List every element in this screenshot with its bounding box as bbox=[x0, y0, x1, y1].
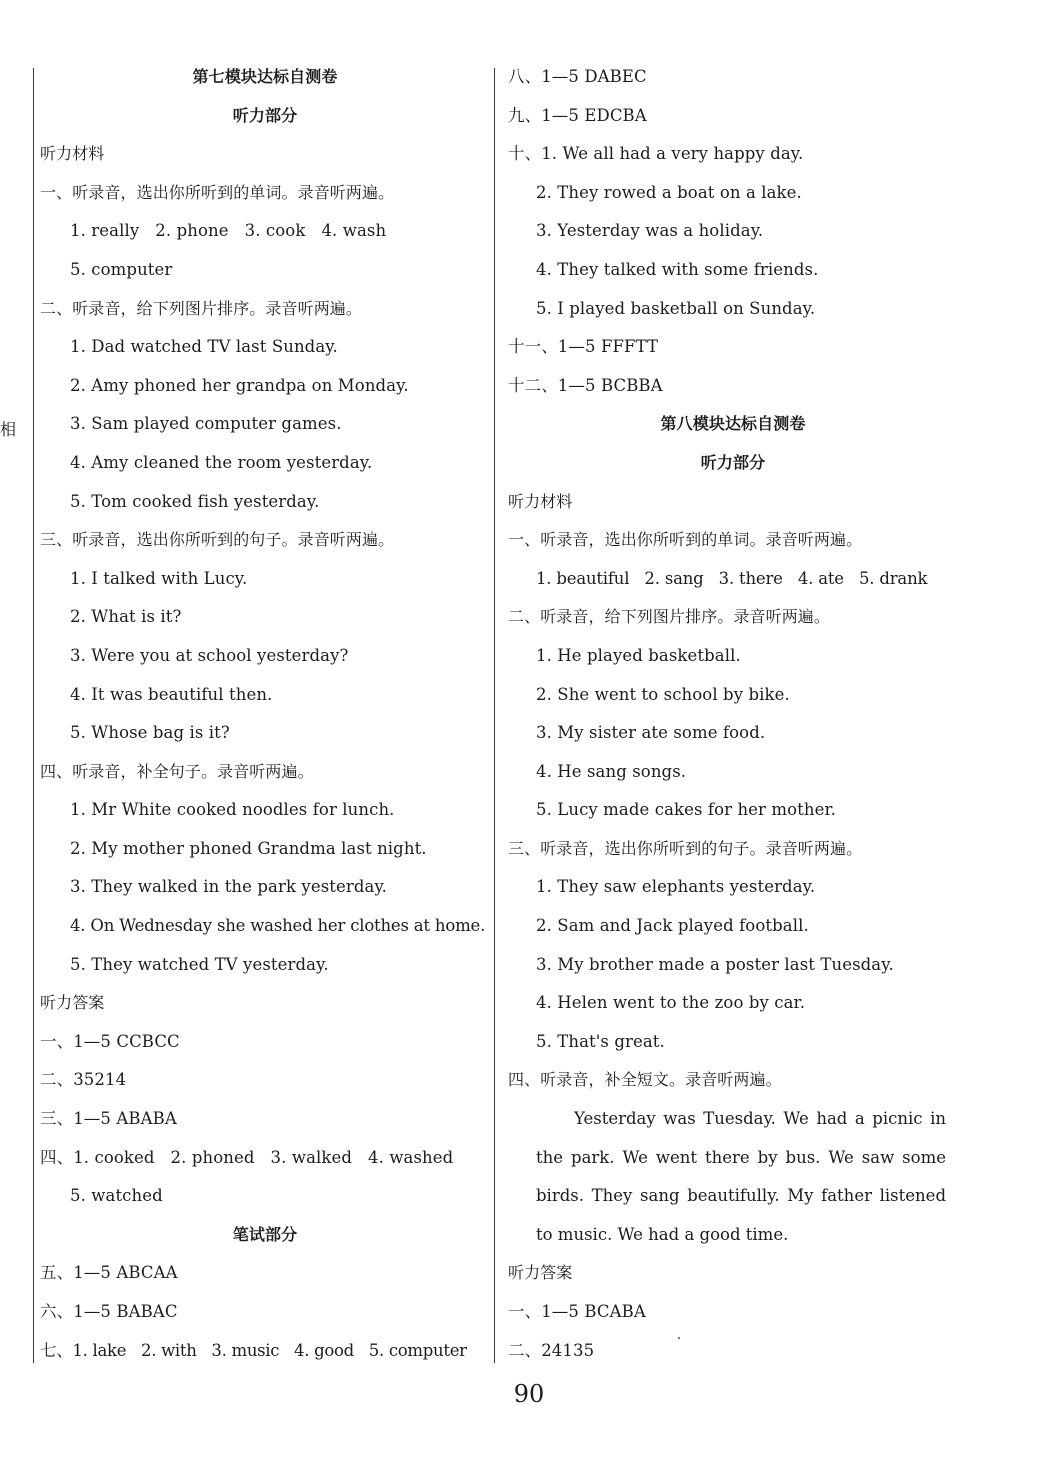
answer-line: 五、1—5 ABCAA bbox=[40, 1263, 178, 1283]
question-1-words: 1. really 2. phone 3. cook 4. wash bbox=[70, 221, 387, 241]
question-4-heading: 四、听录音，补全句子。录音听两遍。 bbox=[40, 761, 314, 781]
answer-line: 一、1—5 CCBCC bbox=[40, 1031, 180, 1051]
question-1-words: 1. beautiful 2. sang 3. there 4. ate 5. drank bbox=[536, 568, 928, 588]
module-8-title: 第八模块达标自测卷 bbox=[660, 414, 806, 434]
question-1-heading: 一、听录音，选出你所听到的单词。录音听两遍。 bbox=[40, 182, 395, 202]
answer-line: 一、1—5 BCABA bbox=[508, 1302, 646, 1321]
list-item: 4. Helen went to the zoo by car. bbox=[536, 993, 806, 1013]
question-1-words-cont: 5. computer bbox=[70, 259, 173, 279]
question-2-heading: 二、听录音，给下列图片排序。录音听两遍。 bbox=[40, 298, 363, 318]
list-item: 5. Lucy made cakes for her mother. bbox=[536, 800, 837, 820]
list-item: 3. My brother made a poster last Tuesday. bbox=[536, 954, 894, 974]
passage-text: Yesterday was Tuesday. We had a picnic in the park. We went there by bus. We saw some birds. They sang beautifully. My father listened to music. We had a good time. bbox=[536, 1109, 946, 1244]
answer-line: 八、1—5 DABEC bbox=[508, 67, 647, 86]
list-item: 2. What is it? bbox=[70, 607, 182, 627]
answer-line: 六、1—5 BABAC bbox=[40, 1302, 178, 1321]
list-item: 3. Sam played computer games. bbox=[70, 414, 342, 434]
list-item: 4. Amy cleaned the room yesterday. bbox=[70, 452, 373, 472]
list-item: 1. Mr White cooked noodles for lunch. bbox=[70, 800, 395, 820]
list-item: 3. My sister ate some food. bbox=[536, 723, 766, 743]
list-item: 3. They walked in the park yesterday. bbox=[70, 877, 388, 897]
answer-line: 十一、1—5 FFFTT bbox=[508, 337, 659, 357]
list-item: 4. It was beautiful then. bbox=[70, 684, 273, 704]
listening-answers-label: 听力答案 bbox=[508, 1263, 573, 1283]
page-number: 90 bbox=[513, 1380, 545, 1408]
answer-line-cont: 5. watched bbox=[70, 1186, 163, 1206]
listening-section-heading: 听力部分 bbox=[700, 452, 766, 472]
passage-block bbox=[508, 1100, 958, 1254]
list-item: 1. I talked with Lucy. bbox=[70, 568, 248, 588]
left-margin-rule bbox=[33, 68, 34, 1363]
listening-material-label: 听力材料 bbox=[40, 144, 105, 164]
list-item: 5. That's great. bbox=[536, 1031, 665, 1051]
list-item: 3. Yesterday was a holiday. bbox=[536, 221, 764, 241]
list-item: 4. They talked with some friends. bbox=[536, 259, 819, 279]
margin-character: 相 bbox=[0, 420, 17, 439]
answer-line: 二、24135 bbox=[508, 1340, 595, 1360]
list-item: 4. He sang songs. bbox=[536, 761, 687, 781]
answer-line: 十二、1—5 BCBBA bbox=[508, 375, 663, 395]
answer-line: 二、35214 bbox=[40, 1070, 127, 1090]
list-item: 5. They watched TV yesterday. bbox=[70, 954, 329, 974]
answer-line: 四、1. cooked 2. phoned 3. walked 4. washed bbox=[40, 1147, 454, 1167]
list-item: 2. My mother phoned Grandma last night. bbox=[70, 838, 427, 858]
list-item: 1. They saw elephants yesterday. bbox=[536, 877, 816, 897]
question-1-heading: 一、听录音，选出你所听到的单词。录音听两遍。 bbox=[508, 530, 863, 550]
left-column bbox=[40, 58, 490, 1370]
list-item: 5. Whose bag is it? bbox=[70, 723, 230, 743]
answer-line: 九、1—5 EDCBA bbox=[508, 105, 647, 125]
list-item: 5. Tom cooked fish yesterday. bbox=[70, 491, 320, 511]
list-item: 3. Were you at school yesterday? bbox=[70, 645, 349, 665]
list-item: 2. They rowed a boat on a lake. bbox=[536, 182, 802, 202]
answer-line: 七、1. lake 2. with 3. music 4. good 5. computer bbox=[40, 1340, 467, 1360]
listening-material-label: 听力材料 bbox=[508, 491, 573, 511]
listening-section-heading: 听力部分 bbox=[232, 105, 298, 125]
question-4-heading: 四、听录音，补全短文。录音听两遍。 bbox=[508, 1070, 782, 1090]
list-item: 4. On Wednesday she washed her clothes at home. bbox=[70, 916, 486, 936]
column-divider bbox=[494, 68, 495, 1363]
list-item: 2. She went to school by bike. bbox=[536, 684, 790, 704]
answer-line: 三、1—5 ABABA bbox=[40, 1109, 177, 1129]
list-item: 5. I played basketball on Sunday. bbox=[536, 298, 816, 318]
module-7-title: 第七模块达标自测卷 bbox=[192, 67, 338, 86]
right-column bbox=[508, 58, 958, 1370]
list-item: 1. Dad watched TV last Sunday. bbox=[70, 337, 338, 357]
question-2-heading: 二、听录音，给下列图片排序。录音听两遍。 bbox=[508, 607, 831, 627]
list-item: 2. Amy phoned her grandpa on Monday. bbox=[70, 375, 409, 395]
question-3-heading: 三、听录音，选出你所听到的句子。录音听两遍。 bbox=[40, 530, 395, 550]
question-3-heading: 三、听录音，选出你所听到的句子。录音听两遍。 bbox=[508, 838, 863, 858]
written-section-heading: 笔试部分 bbox=[232, 1224, 298, 1244]
listening-answers-label: 听力答案 bbox=[40, 993, 105, 1013]
answer-line: 十、1. We all had a very happy day. bbox=[508, 144, 804, 164]
list-item: 1. He played basketball. bbox=[536, 645, 741, 665]
list-item: 2. Sam and Jack played football. bbox=[536, 916, 809, 936]
